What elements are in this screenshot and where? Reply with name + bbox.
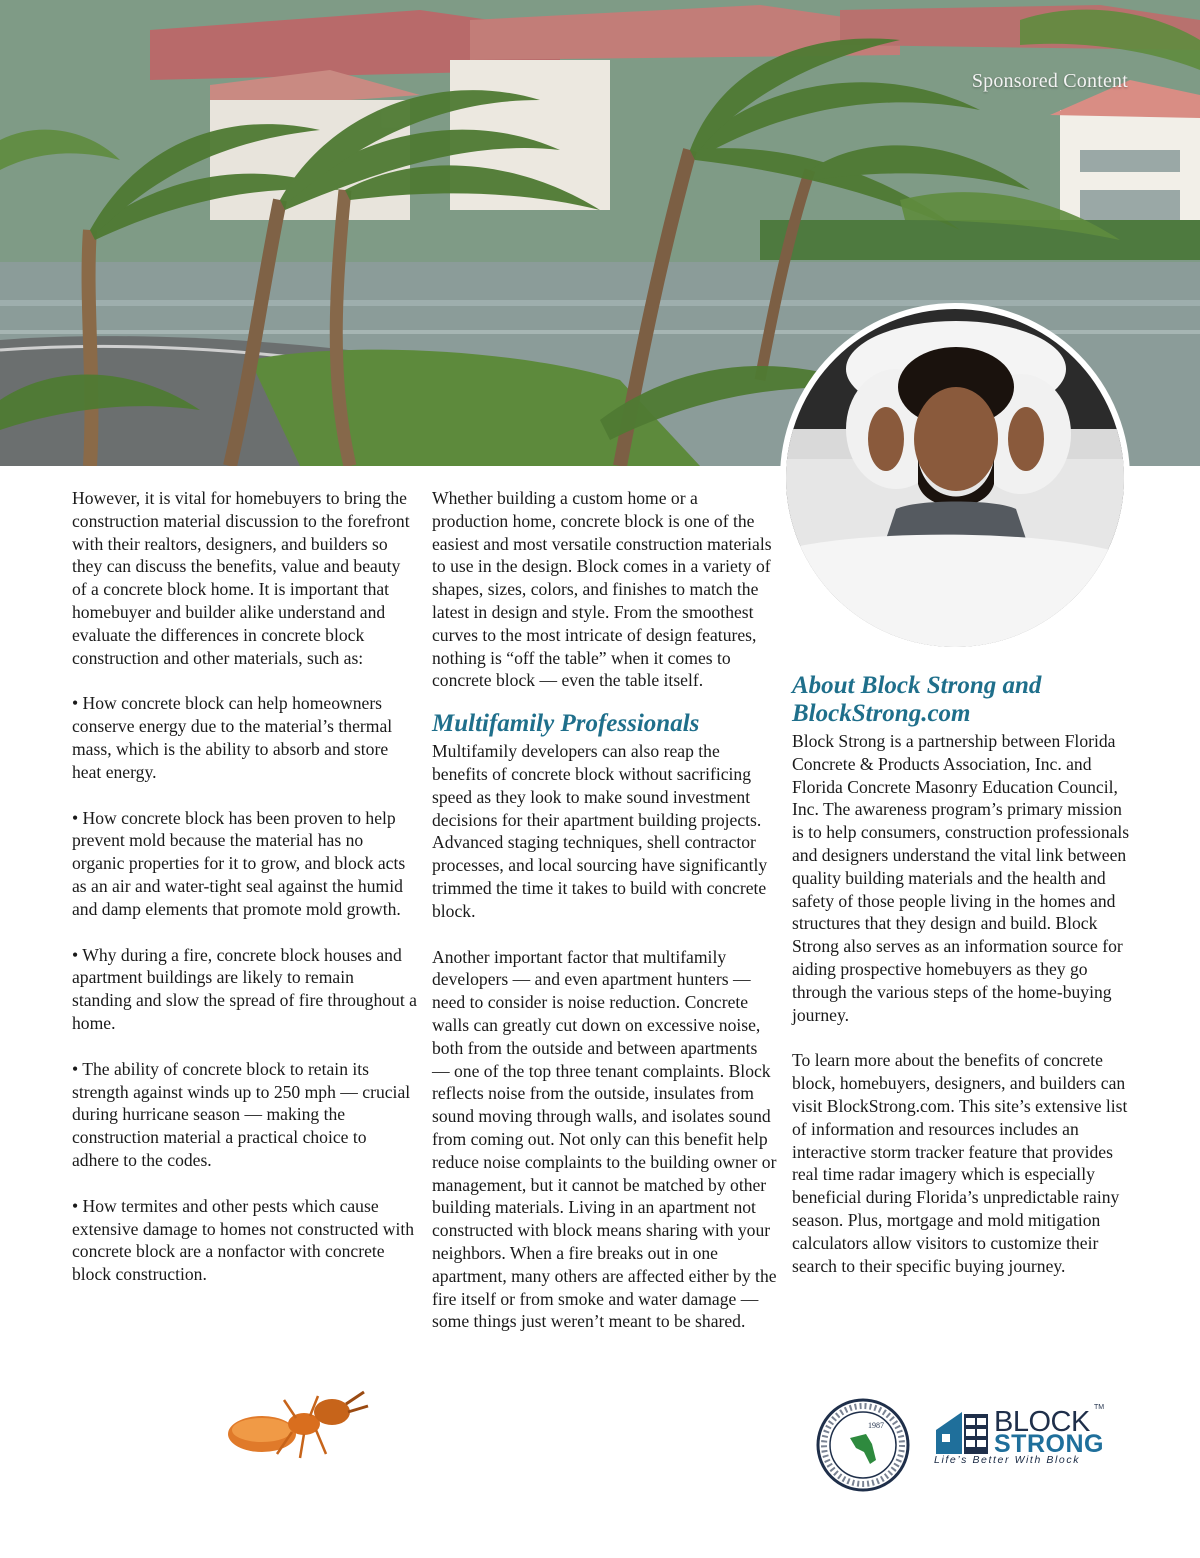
bullet-energy: • How concrete block can help homeowners conserve energy due to the material’s thermal mass, which is the ability to absorb and store heat energy. [72, 693, 393, 782]
multifamily-heading: Multifamily Professionals [432, 710, 700, 738]
intro-paragraph: However, it is vital for homebuyers to bring the construction material discussion to the forefront with their realtors, designers, and builders so they can discuss the benefits, value and beauty of a concrete block home. It is important that homebuyer and builder alike understand and evaluate the differences in concrete block construction and other materials, such as: [72, 488, 410, 668]
seal-logo-icon [816, 1398, 910, 1492]
sponsored-content-label: Sponsored Content [971, 70, 1128, 92]
about-heading: About Block Strong and BlockStrong.com [792, 672, 1042, 727]
termite-illustration [222, 1382, 372, 1462]
noise-photo-circle [780, 303, 1130, 653]
block-strong-tagline: Life’s Better With Block [934, 1454, 1081, 1466]
column-right [792, 672, 1132, 1300]
termite-image [222, 1382, 372, 1467]
trademark-mark: TM [1094, 1404, 1105, 1411]
learn-more-paragraph: To learn more about the benefits of concrete block, homebuyers, designers, and builders can visit BlockStrong.com. This site’s extensive list of information and resources includes an interactive storm tracker feature that provides real time radar imagery which is especially beneficial during Florida’s unpredictable rainy season. Plus, mortgage and mold mitigation calculators allow visitors to customize their search to their specific buying journey. [792, 1050, 1128, 1276]
column-middle [432, 487, 777, 1356]
block-house-icon [934, 1410, 990, 1454]
bullet-mold: • How concrete block has been proven to help prevent mold because the material has no organic properties for it to grow, and block acts as an air and water-tight seal against the humid and damp elements that promote mold growth. [72, 807, 406, 919]
bullet-fire: • Why during a fire, concrete block houses and apartment buildings are likely to remain standing and slow the spread of fire throughout a home. [72, 944, 417, 1033]
block-wordmark: BLOCK [994, 1406, 1090, 1438]
noise-paragraph: Another important factor that multifamily developers — and even apartment hunters — need to consider is noise reduction. Concrete walls can greatly cut down on excessive noise, both from the outside and between apartments — one of the top three tenant complaints. Block reflects noise from the outside, insulates from sound moving through walls, and isolates sound from coming out. Not only can this benefit help reduce noise complaints to the building owner or management, but it cannot be matched by other building materials. Living in an apartment not constructed with block means sharing with your neighbors. When a fire breaks out in one apartment, many others are affected either by the fire itself or from smoke and water damage — some things just weren’t meant to be shared. [432, 946, 777, 1332]
custom-home-paragraph: Whether building a custom home or a production home, concrete block is one of the easiest and most versatile construction materials to use in the design. Block comes in a variety of shapes, sizes, colors, and finishes to match the latest in design and style. From the smoothest curves to the most intricate of design features, nothing is “off the table” when it comes to concrete block — even the table itself. [432, 488, 772, 691]
masonry-association-seal [816, 1398, 910, 1497]
strong-wordmark: STRONG [994, 1430, 1104, 1458]
man-with-pillow-illustration [786, 309, 1124, 647]
column-left [72, 487, 417, 1309]
bullet-termites: • How termites and other pests which cause extensive damage to homes not constructed with concrete block are a nonfactor with concrete block construction. [72, 1195, 415, 1285]
seal-year: 1987 [868, 1421, 884, 1430]
block-strong-logo [934, 1404, 1105, 1468]
footer-logos [810, 1390, 1110, 1480]
bullet-wind: • The ability of concrete block to retain its strength against winds up to 250 mph — crucial during hurricane season — making the construction material a practical choice to adhere to the codes. [72, 1058, 411, 1170]
multifamily-paragraph: Multifamily developers can also reap the benefits of concrete block without sacrificing speed as they look to make sound investment decisions for their apartment building projects. Advanced staging techniques, shell contractor processes, and local sourcing have significantly trimmed the time it takes to build with concrete block. [432, 741, 768, 921]
about-paragraph: Block Strong is a partnership between Florida Concrete & Products Association, Inc. and Florida Concrete Masonry Education Council, Inc. The awareness program’s primary mission is to help consumers, construction professionals and designers understand the vital link between quality building materials and the health and safety of those people living in the homes and structures that they design and build. Block Strong also serves as an information source for aiding prospective homebuyers as they go through the various steps of the home-buying journey. [792, 731, 1130, 1025]
